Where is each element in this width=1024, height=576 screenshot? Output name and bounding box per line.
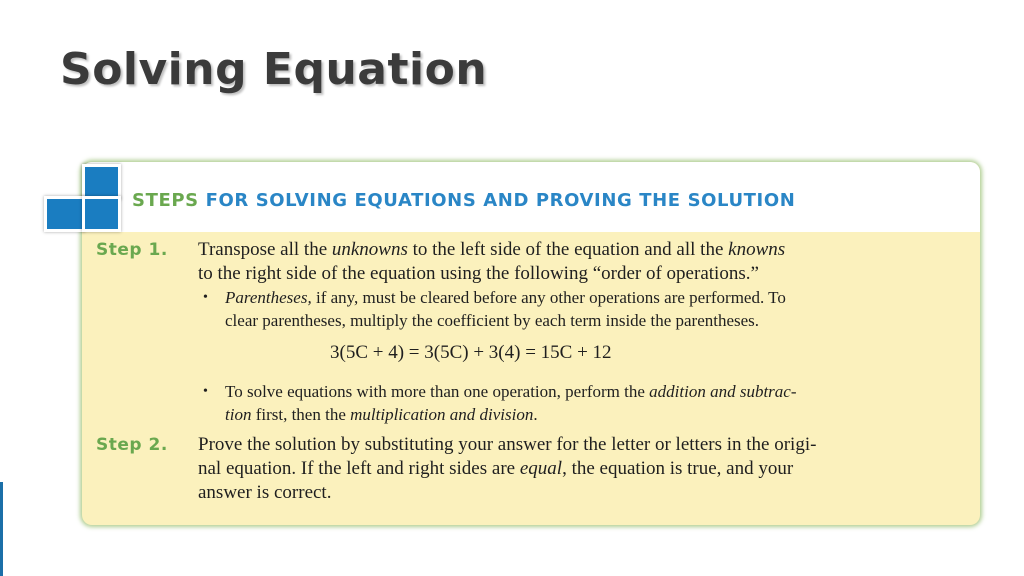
step1-text	[198, 238, 785, 286]
slide-title: Solving Equation	[60, 44, 488, 95]
step1-line1-c: to the left side of the equation and all the	[407, 239, 729, 260]
steps-box-title	[132, 190, 795, 211]
steps-box-header	[82, 162, 980, 232]
equation: 3(5C + 4) = 3(5C) + 3(4) = 15C + 12	[330, 342, 612, 363]
bullet-dot: •	[203, 384, 208, 399]
step1-line1-a: Transpose all the	[198, 239, 332, 260]
bullet2-line2-d: .	[533, 405, 538, 424]
squares-logo-icon	[44, 164, 118, 230]
header-rest: FOR SOLVING EQUATIONS AND PROVING THE SOLUTION	[198, 190, 796, 211]
step1-line2: to the right side of the equation using the following “order of operations.”	[198, 263, 759, 284]
bullet2-line2-b: first, then the	[251, 405, 351, 424]
bullet2-line1-b: addition and subtrac-	[649, 382, 797, 401]
step2-line2	[198, 457, 816, 481]
step2-line1: Prove the solution by substituting your answer for the letter or letters in the origi-	[198, 434, 817, 455]
step1-bullet1	[203, 286, 786, 332]
bullet2-line1-a: To solve equations with more than one operation, perform the	[225, 382, 650, 401]
step2-line3: answer is correct.	[198, 482, 332, 503]
header-steps-word: STEPS	[132, 190, 199, 211]
bullet2-line2-c: multiplication and division	[350, 405, 534, 424]
step2-line2-c: , the equation is true, and your	[562, 458, 794, 479]
step2-line2-b: equal	[519, 458, 563, 479]
step2-text	[198, 433, 816, 505]
step1-line1-b: unknowns	[331, 239, 408, 260]
step2-label: Step 2.	[96, 435, 168, 455]
step1-line1	[198, 238, 785, 262]
step2-line2-a: nal equation. If the left and right sides are	[198, 458, 520, 479]
bullet2-line2	[225, 403, 797, 426]
bullet1-line1-b: if any, must be cleared before any other operations are performed. To	[311, 288, 786, 307]
step1-label: Step 1.	[96, 240, 168, 260]
bullet1-line1	[225, 286, 786, 309]
step1-line1-d: knowns	[728, 239, 786, 260]
left-accent-bar	[0, 482, 3, 576]
step1-bullet2	[203, 380, 797, 426]
bullet1-line2: clear parentheses, multiply the coefficient by each term inside the parentheses.	[225, 311, 760, 330]
bullet-dot: •	[203, 290, 208, 305]
bullet1-line1-a: Parentheses,	[225, 288, 312, 307]
bullet2-line2-a: tion	[225, 405, 252, 424]
bullet2-line1	[225, 380, 797, 403]
